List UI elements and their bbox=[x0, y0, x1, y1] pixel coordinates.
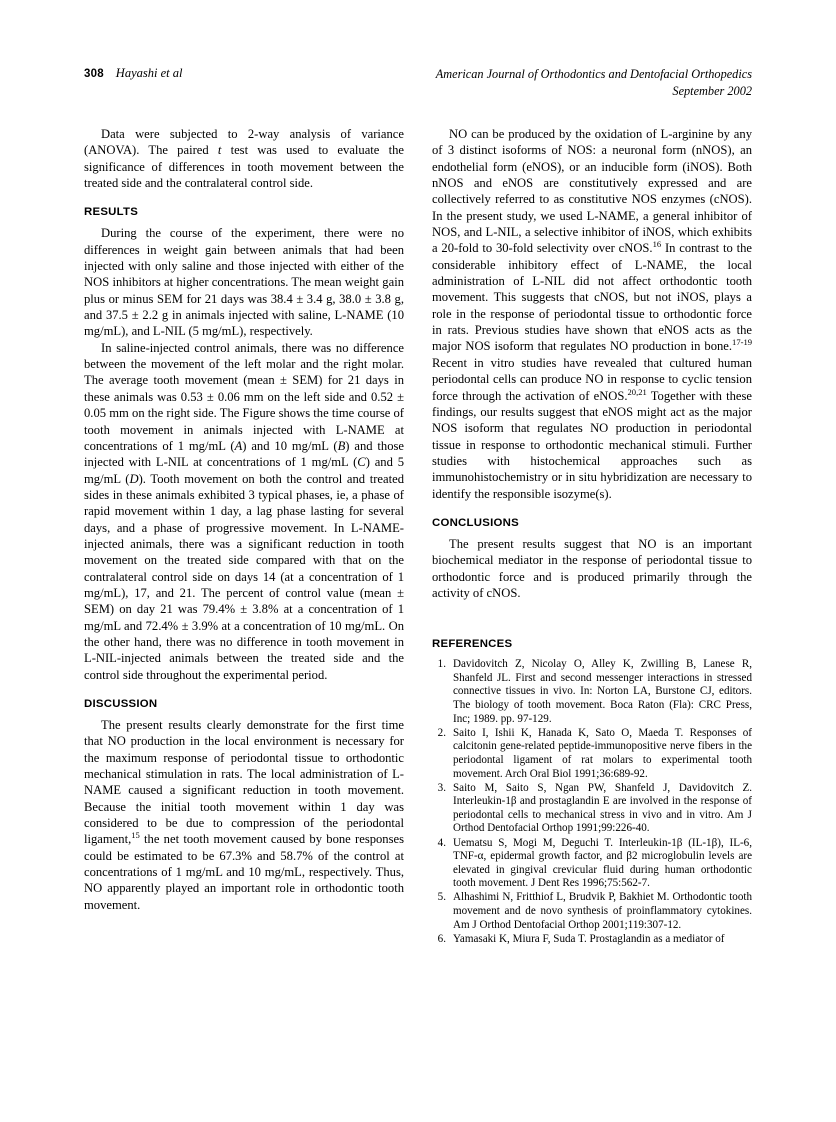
reference-item: Uematsu S, Mogi M, Deguchi T. Interleukin-1β (IL-1β), IL-6, TNF-α, epidermal growth factor, and β2 microglobulin levels are elevated in gingival crevicular fluid during human orthodontic tooth movement. J Dent Res 1996;75:562-7. bbox=[453, 836, 752, 890]
reference-list bbox=[432, 658, 752, 946]
right-column bbox=[432, 126, 752, 947]
heading-conclusions: CONCLUSIONS bbox=[432, 516, 519, 529]
paragraph-methods-end: Data were subjected to 2-way analysis of variance (ANOVA). The paired t test was used to evaluate the significance of differences in tooth movement between the treated side and the contralateral control side. bbox=[84, 127, 404, 191]
paragraph-results-2: In saline-injected control animals, there was no difference between the movement of the left molar and the right molar. The average tooth movement (mean ± SEM) for 21 days in these animals was 0.53 ± 0.06 mm on the left side and 0.52 ± 0.05 mm on the right side. The Figure shows the time course of tooth movement in animals injected with L-NAME at concentrations of 1 mg/mL (A) and 10 mg/mL (B) and those injected with L-NIL at concentrations of 1 mg/mL (C) and 5 mg/mL (D). Tooth movement on both the control and treated sides in these animals exhibited 3 typical phases, ie, a phase of rapid movement within 1 day, a lag phase lasting for several days, and a phase of progressive movement. In L-NAME-injected animals, there was a significant reduction in tooth movement on the treated side compared with that on the contralateral control side on days 14 (at a concentration of 1 mg/mL), 17, and 21. The percent of control value (mean ± SEM) on day 21 was 79.4% ± 3.8% at a concentration of 1 mg/mL and 72.4% ± 3.9% at a concentration of 10 mg/mL. On the other hand, there was no difference in tooth movement in L-NIL-injected animals between the treated side and the control side throughout the experimental period. bbox=[84, 340, 405, 682]
heading-results: RESULTS bbox=[84, 206, 139, 219]
paragraph-conclusions: The present results suggest that NO is an important biochemical mediator in the response of periodontal tissue to orthodontic force and is produced primarily through the activity of cNOS. bbox=[432, 536, 752, 600]
running-head bbox=[84, 66, 752, 99]
reference-item: Davidovitch Z, Nicolay O, Alley K, Zwilling B, Lanese R, Shanfeld JL. First and second messenger interactions in stressed connective tissues in vivo. In: Norton LA, Burstone CJ, editors. The biology of tooth movement. Boca Raton (Fla): CRC Press, Inc; 1989. pp. 97-129. bbox=[453, 658, 752, 725]
running-head-left bbox=[84, 66, 182, 81]
reference-item: Yamasaki K, Miura F, Suda T. Prostaglandin as a mediator of bbox=[453, 932, 725, 945]
left-column bbox=[84, 126, 404, 947]
paragraph-discussion-1: The present results clearly demonstrate for the first time that NO production in the local environment is necessary for the maximum response of periodontal tissue to orthodontic mechanical stimulation in rats. The local administration of L-NAME caused a significant reduction in tooth movement. Because the initial tooth movement within 1 day was considered to be due to compression of the periodontal ligament,$^{15}$ the net tooth movement caused by bone responses could be estimated to be 67.3% and 58.7% of the control at concentrations of 1 mg/mL and 10 mg/mL, respectively. Thus, NO apparently played an important role in orthodontic tooth movement. bbox=[84, 718, 404, 912]
reference-item: Saito M, Saito S, Ngan PW, Shanfeld J, Davidovitch Z. Interleukin-1β and prostaglandin E are involved in the response of periodontal cells to mechanical stress in vivo and in vitro. Am J Orthod Dentofacial Orthop 1991;99:226-40. bbox=[453, 781, 752, 835]
journal-title: American Journal of Orthodontics and Dentofacial Orthopedics bbox=[435, 67, 752, 81]
running-head-right bbox=[436, 66, 752, 99]
heading-discussion: DISCUSSION bbox=[84, 698, 158, 710]
reference-item: Alhashimi N, Fritthiof L, Brudvik P, Bakhiet M. Orthodontic tooth movement and de novo synthesis of proinflammatory cytokines. Am J Orthod Dentofacial Orthop 2001;119:307-12. bbox=[453, 891, 752, 931]
paragraph-results-1: During the course of the experiment, there were no differences in weight gain between animals that had been injected with only saline and those injected with either of the NOS inhibitors at higher concentrations. The mean weight gain plus or minus SEM for 21 days was 38.4 ± 3.4 g, 38.0 ± 3.8 g, and 37.5 ± 2.2 g in animals injected with saline, L-NAME (10 mg/mL), and L-NIL (5 mg/mL), respectively. bbox=[84, 226, 404, 339]
running-head-authors: Hayashi et al bbox=[115, 66, 183, 80]
reference-item: Saito I, Ishii K, Hanada K, Sato O, Maeda T. Responses of calcitonin gene-related peptide-immunopositive nerve fibers in the periodontal ligament of rat molars to experimental tooth movement. Arch Oral Biol 1991;36:689-92. bbox=[453, 726, 752, 780]
issue-date: September 2002 bbox=[672, 83, 752, 98]
paragraph-discussion-2: NO can be produced by the oxidation of L-arginine by any of 3 distinct isoforms of NOS: a neuronal form (nNOS), an endothelial form (eNOS), or an inducible form (iNOS). Both nNOS and eNOS are constitutively expressed and are collectively referred to as constitutive NOS enzymes (cNOS). In the present study, we used L-NAME, a general inhibitor of NOS, and L-NIL, a selective inhibitor of iNOS, which exhibits a 20-fold to 30-fold selectivity over cNOS.$^{16}$ In contrast to the considerable inhibitory effect of L-NAME, the local administration of L-NIL did not affect orthodontic tooth movement. This suggests that cNOS, but not iNOS, plays a role in the response of periodontal tissue to orthodontic force in rats. Previous studies have shown that eNOS acts as the major NOS isoform that regulates NO production in bone.$^{17-19}$ Recent in vitro studies have revealed that cultured human periodontal cells can produce NO in response to cyclic tension force through the activation of eNOS.$^{20,21}$ Together with these findings, our results suggest that eNOS might act as the major NOS isoform that regulates NO production in periodontal tissue in response to orthodontic mechanical stimuli. Further studies with histochemical approaches such as immunohistochemistry or in situ hybridization are necessary to identify the responsible isozyme(s). bbox=[432, 127, 752, 501]
page-number: 308 bbox=[84, 68, 104, 80]
heading-references: REFERENCES bbox=[432, 638, 513, 651]
body-columns bbox=[84, 126, 752, 947]
